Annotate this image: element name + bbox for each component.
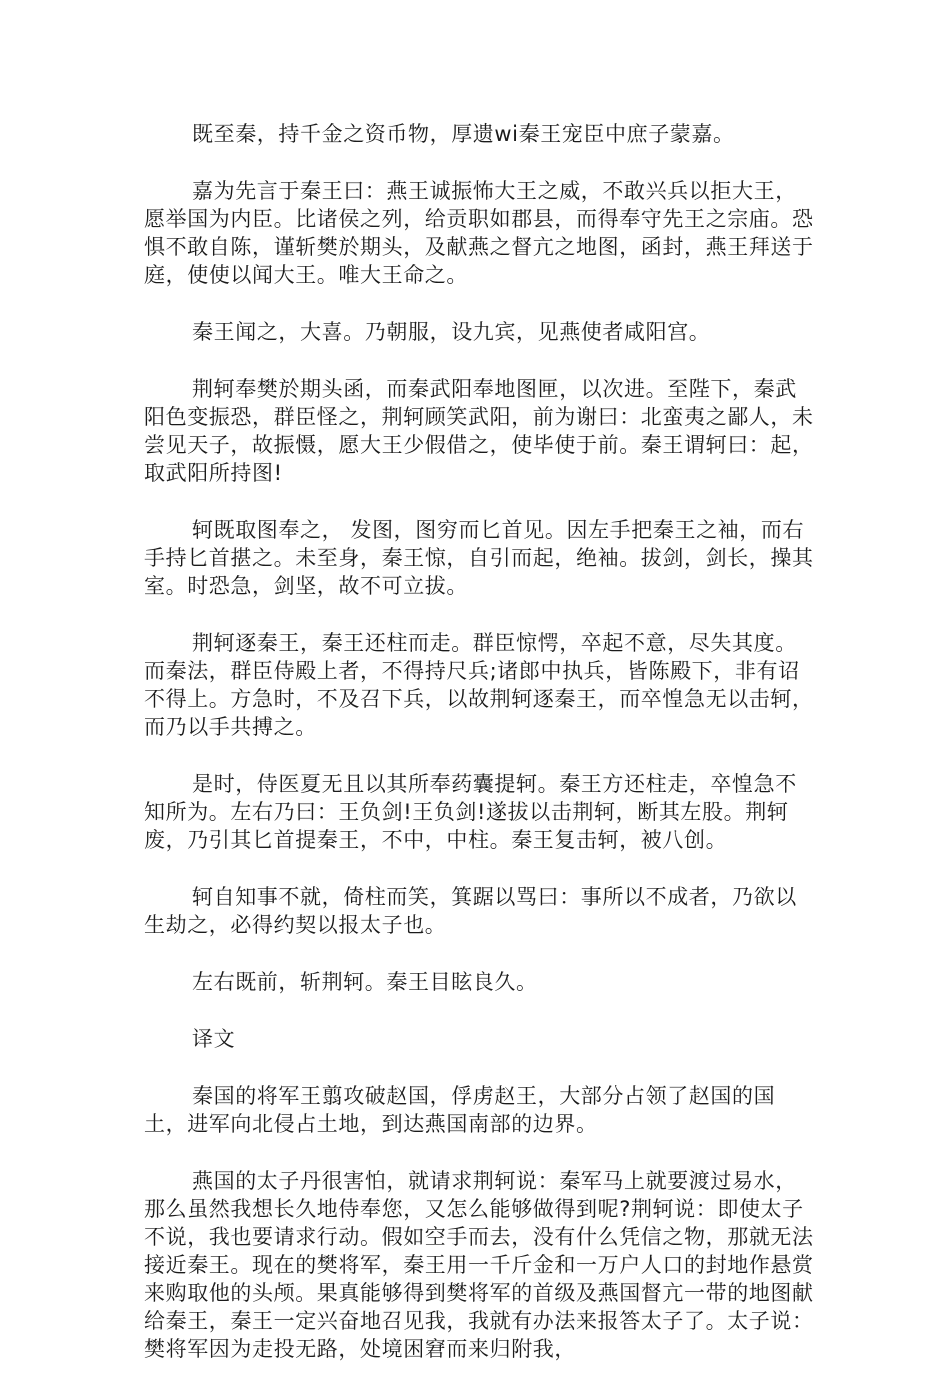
paragraph-1: 既至秦，持千金之资币物，厚遗wi秦王宠臣中庶子蒙嘉。 [192, 122, 735, 146]
paragraph-8: 轲自知事不就，倚柱而笑，箕踞以骂曰：事所以不成者，乃欲以生劫之，必得约契以报太子也。 [144, 885, 797, 937]
paragraph-11: 秦国的将军王翦攻破赵国，俘虏赵王，大部分占领了赵国的国土，进军向北侵占土地，到达燕国南部的边界。 [144, 1084, 776, 1136]
paragraph-2: 嘉为先言于秦王曰：燕王诚振怖大王之威，不敢兴兵以拒大王，愿举国为内臣。比诸侯之列，给贡职如郡县，而得奉守先王之宗庙。恐惧不敢自陈，谨斩樊於期头，及献燕之督亢之地图，函封，燕王拜送于庭，使使以闻大王。唯大王命之。 [144, 179, 814, 287]
paragraph-6: 荆轲逐秦王，秦王还柱而走。群臣惊愕，卒起不意，尽失其度。而秦法，群臣侍殿上者，不得持尺兵;诸郎中执兵，皆陈殿下，非有诏不得上。方急时，不及召下兵，以故荆轲逐秦王，而卒惶急无以击轲，而乃以手共搏之。 [144, 631, 814, 739]
document-body [144, 120, 814, 1392]
paragraph-7: 是时，侍医夏无且以其所奉药囊提轲。秦王方还柱走，卒惶急不知所为。左右乃曰：王负剑!王负剑!遂拔以击荆轲，断其左股。荆轲废，乃引其匕首提秦王，不中，中柱。秦王复击轲，被八创。 [144, 772, 797, 852]
paragraph-3: 秦王闻之，大喜。乃朝服，设九宾，见燕使者咸阳宫。 [192, 320, 711, 344]
paragraph-12: 燕国的太子丹很害怕，就请求荆轲说：秦军马上就要渡过易水，那么虽然我想长久地侍奉您，又怎么能够做得到呢?荆轲说：即使太子不说，我也要请求行动。假如空手而去，没有什么凭信之物，那就无法接近秦王。现在的樊将军，秦王用一千斤金和一万户人口的封地作悬赏来购取他的头颅。果真能够得到樊将军的首级及燕国督亢一带的地图献给秦王，秦王一定兴奋地召见我，我就有办法来报答太子了。太子说：樊将军因为走投无路，处境困窘而来归附我， [144, 1169, 814, 1361]
paragraph-9: 左右既前，斩荆轲。秦王目眩良久。 [192, 970, 538, 994]
paragraph-5: 轲既取图奉之， 发图，图穷而匕首见。因左手把秦王之袖，而右手持匕首揕之。未至身，秦王惊，自引而起，绝袖。拔剑，剑长，操其室。时恐急，剑坚，故不可立拔。 [144, 518, 814, 598]
translation-heading: 译文 [192, 1027, 236, 1051]
paragraph-4: 荆轲奉樊於期头函，而秦武阳奉地图匣，以次进。至陛下，秦武阳色变振恐，群臣怪之，荆轲顾笑武阳，前为谢曰：北蛮夷之鄙人，未尝见天子，故振慑，愿大王少假借之，使毕使于前。秦王谓轲曰：起，取武阳所持图! [144, 377, 814, 485]
